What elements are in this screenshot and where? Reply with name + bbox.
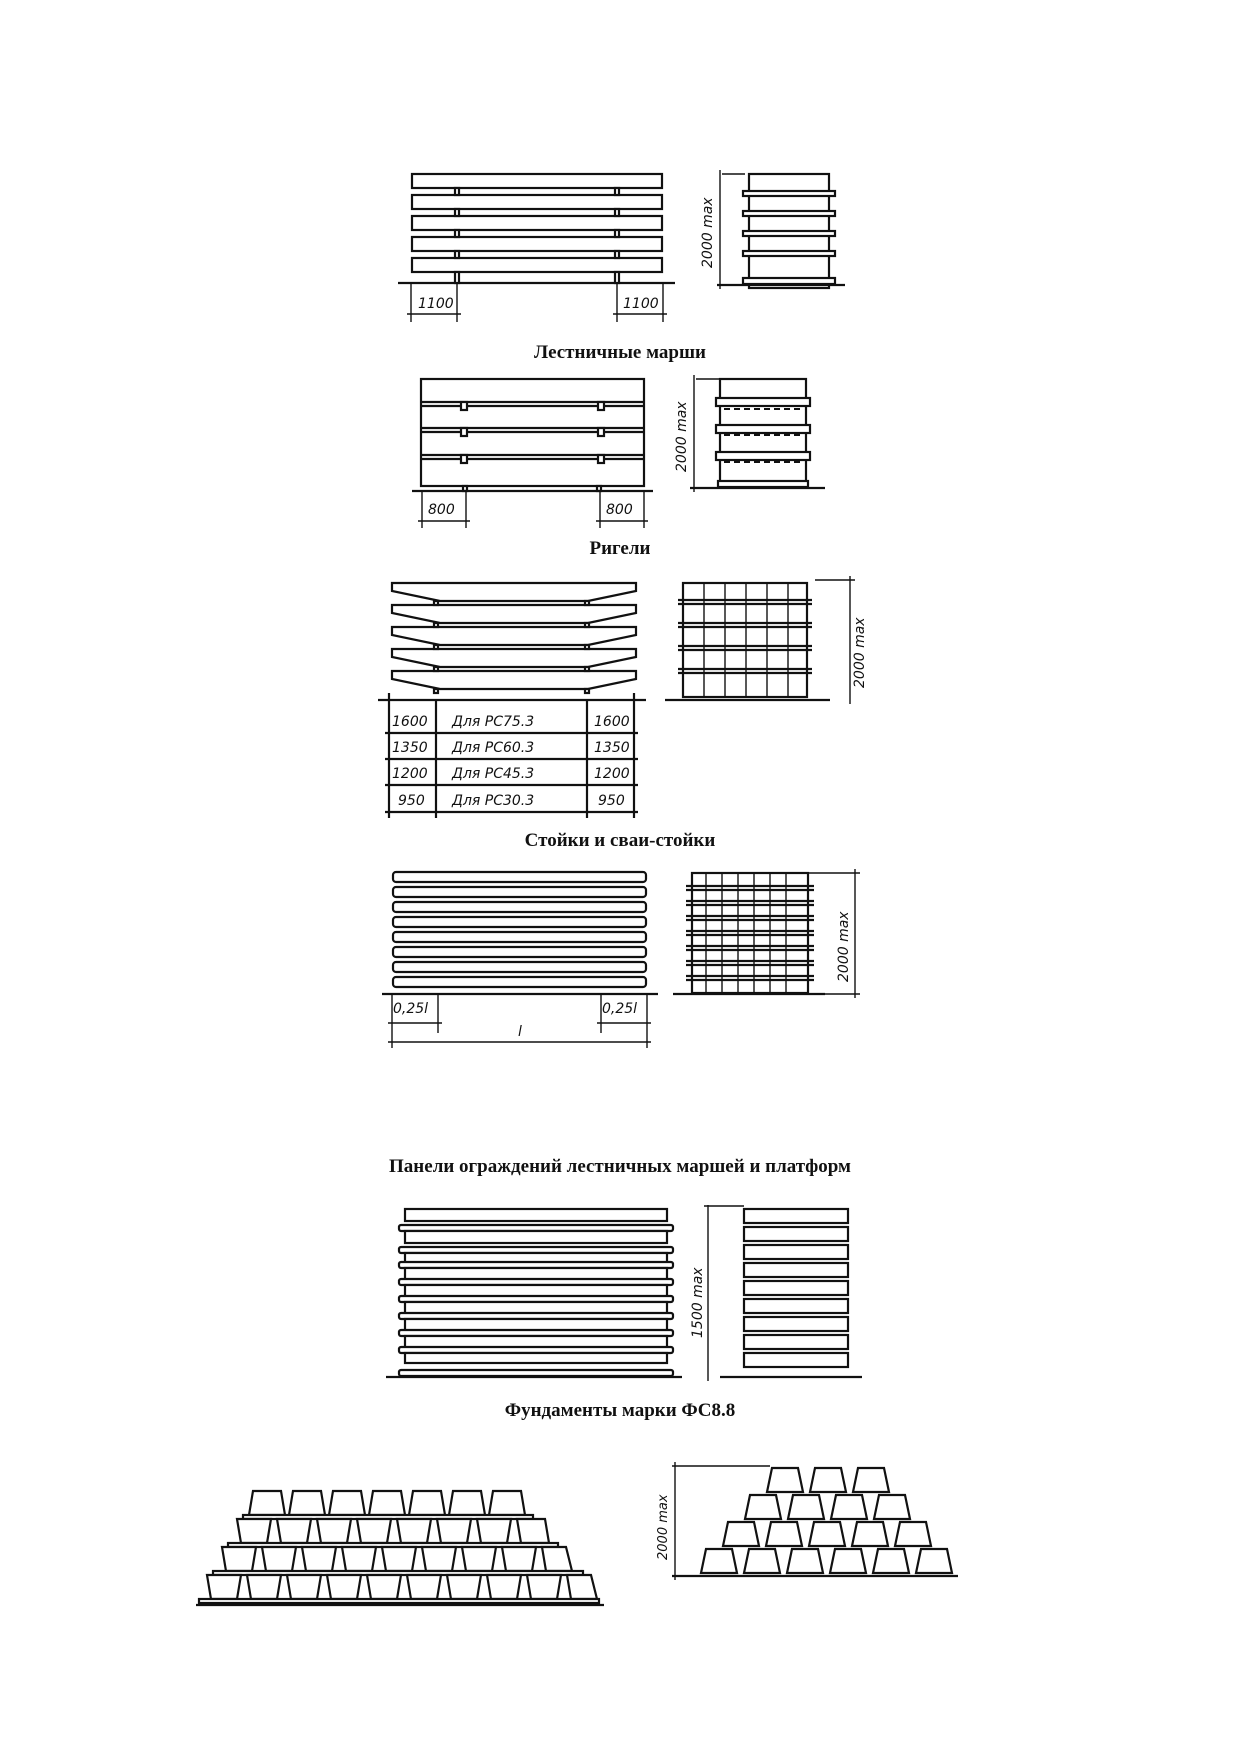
crossbars-front-view — [412, 379, 653, 528]
foundation-blocks-front-view — [196, 1491, 604, 1605]
railing-height-dim: 2000 max — [836, 911, 852, 982]
caption-stair-flights: Лестничные марши — [534, 342, 706, 363]
foundations-front-view — [386, 1209, 682, 1377]
caption-columns: Стойки и сваи-стойки — [524, 830, 716, 851]
caption-foundations: Фундаменты марки ФС8.8 — [504, 1400, 736, 1421]
columns-row3-label: Для РС45.3 — [452, 766, 535, 782]
foundations-side-view — [704, 1205, 862, 1381]
crossbars-right-dim: 800 — [606, 502, 633, 518]
railing-left-dim: 0,25l — [393, 1001, 429, 1017]
crossbars-left-dim: 800 — [428, 502, 455, 518]
columns-row3-right: 1200 — [594, 766, 630, 782]
stair-flights-front-view — [398, 174, 675, 322]
foundation-blocks-height-dim: 2000 max — [656, 1494, 671, 1560]
stair-flights-side-view — [717, 170, 845, 289]
columns-row2-label: Для РС60.3 — [452, 740, 535, 756]
columns-row1-right: 1600 — [594, 714, 630, 730]
columns-row4-label: Для РС30.3 — [452, 793, 535, 809]
stair-flights-right-dim: 1100 — [623, 296, 659, 312]
crossbars-side-view — [690, 375, 825, 492]
columns-front-view — [378, 583, 646, 818]
foundations-height-dim: 1500 max — [690, 1267, 706, 1338]
railing-panels-front-view — [382, 872, 658, 1048]
caption-crossbars: Ригели — [589, 538, 651, 559]
stair-flights-height-dim: 2000 max — [700, 197, 716, 268]
columns-side-view — [665, 576, 855, 704]
foundation-blocks-side-view — [672, 1462, 958, 1580]
railing-right-dim: 0,25l — [602, 1001, 638, 1017]
columns-height-dim: 2000 max — [852, 617, 868, 688]
columns-row4-right: 950 — [598, 793, 625, 809]
columns-row4-left: 950 — [398, 793, 425, 809]
railing-span-dim: l — [518, 1024, 522, 1040]
columns-row3-left: 1200 — [392, 766, 428, 782]
caption-railing-panels: Панели ограждений лестничных маршей и платформ — [389, 1156, 851, 1177]
columns-row2-left: 1350 — [392, 740, 428, 756]
stair-flights-left-dim: 1100 — [418, 296, 454, 312]
columns-row1-left: 1600 — [392, 714, 428, 730]
columns-row1-label: Для РС75.3 — [452, 714, 535, 730]
columns-row2-right: 1350 — [594, 740, 630, 756]
railing-panels-side-view — [673, 869, 860, 998]
columns-dimension-table — [392, 714, 630, 809]
crossbars-height-dim: 2000 max — [674, 401, 690, 472]
